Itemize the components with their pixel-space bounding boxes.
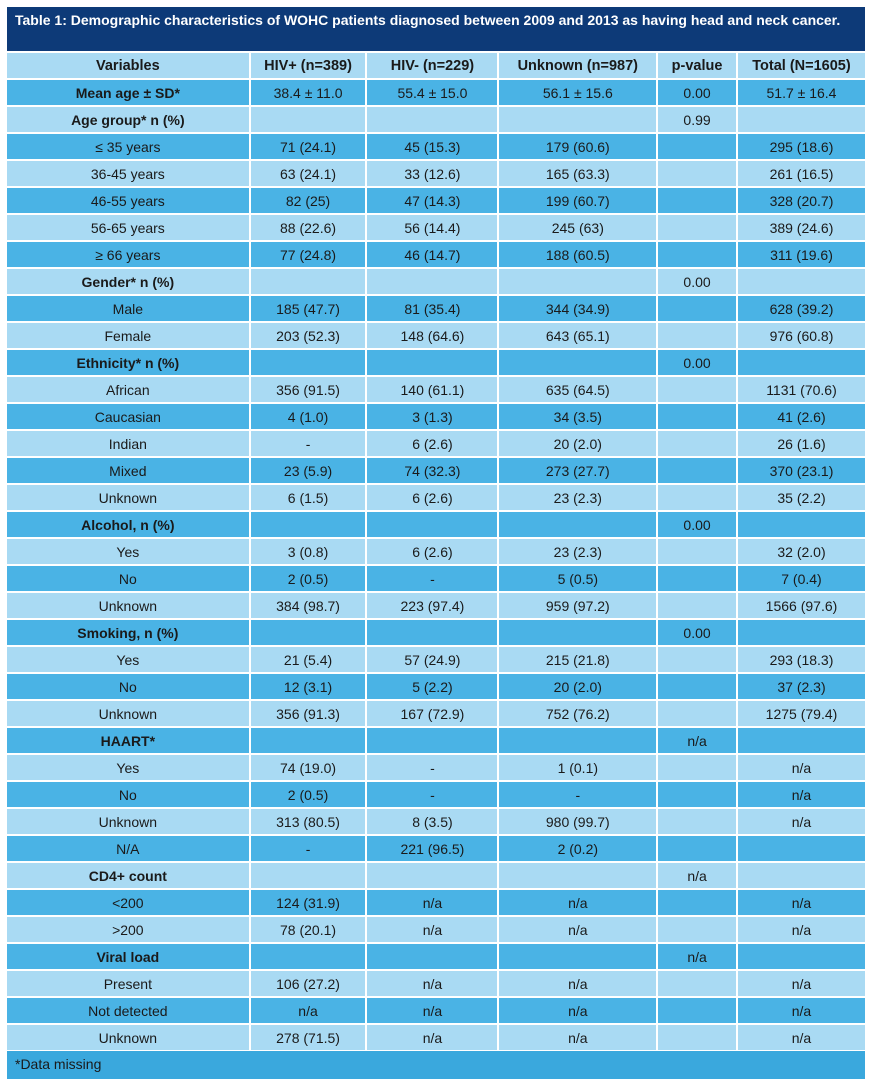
table-cell [658,917,736,942]
table-cell: 215 (21.8) [499,647,656,672]
table-cell: n/a [658,728,736,753]
table-cell: n/a [658,863,736,888]
table-cell [738,728,865,753]
table-cell [251,350,366,375]
table-cell: 278 (71.5) [251,1025,366,1050]
table-cell [367,269,497,294]
table-cell [367,863,497,888]
table-cell: - [367,782,497,807]
table-row [7,539,865,564]
table-cell: 74 (19.0) [251,755,366,780]
table-cell: 106 (27.2) [251,971,366,996]
table-cell: - [251,836,366,861]
table-cell: - [251,431,366,456]
row-label-cell: ≤ 35 years [7,134,249,159]
table-cell: 82 (25) [251,188,366,213]
table-cell: 77 (24.8) [251,242,366,267]
table-cell [499,350,656,375]
table-cell: 245 (63) [499,215,656,240]
table-cell [658,890,736,915]
table-row [7,944,865,969]
table-cell: 0.00 [658,512,736,537]
table-cell [738,836,865,861]
table-cell: 165 (63.3) [499,161,656,186]
table-cell: 223 (97.4) [367,593,497,618]
table-row [7,242,865,267]
column-header: HIV+ (n=389) [251,53,366,78]
table-cell: 199 (60.7) [499,188,656,213]
table-cell [658,161,736,186]
table-cell: 35 (2.2) [738,485,865,510]
table-cell: n/a [499,1025,656,1050]
table-row [7,701,865,726]
column-header: HIV- (n=229) [367,53,497,78]
table-cell: 26 (1.6) [738,431,865,456]
row-label-cell: No [7,674,249,699]
table-cell [658,593,736,618]
table-cell: 47 (14.3) [367,188,497,213]
row-label-cell: Mean age ± SD* [7,80,249,105]
row-label-cell: Yes [7,647,249,672]
table-cell: - [499,782,656,807]
table-cell: 34 (3.5) [499,404,656,429]
row-label-cell: CD4+ count [7,863,249,888]
table-row [7,971,865,996]
table-cell: n/a [367,998,497,1023]
table-cell: 273 (27.7) [499,458,656,483]
demographics-table [5,51,867,1052]
table-cell: n/a [367,971,497,996]
table-row [7,809,865,834]
table-cell [738,620,865,645]
table-cell [499,512,656,537]
table-cell: 51.7 ± 16.4 [738,80,865,105]
table-row [7,782,865,807]
table-cell [658,134,736,159]
table-row [7,647,865,672]
table-cell: 635 (64.5) [499,377,656,402]
table-cell [658,431,736,456]
table-row [7,1025,865,1050]
table-cell [658,188,736,213]
row-label-cell: Smoking, n (%) [7,620,249,645]
table-cell [658,377,736,402]
table-cell: n/a [499,890,656,915]
table-cell: 261 (16.5) [738,161,865,186]
table-cell [658,782,736,807]
table-row [7,134,865,159]
table-cell: n/a [367,917,497,942]
table-cell: n/a [499,917,656,942]
table-cell [251,728,366,753]
row-label-cell: ≥ 66 years [7,242,249,267]
table-cell: 124 (31.9) [251,890,366,915]
row-label-cell: Age group* n (%) [7,107,249,132]
row-label-cell: Alcohol, n (%) [7,512,249,537]
table-cell [367,512,497,537]
table-cell: 6 (2.6) [367,539,497,564]
column-header: Variables [7,53,249,78]
caption-lead: Table 1: [15,12,67,28]
table-cell: 0.99 [658,107,736,132]
table-cell [251,512,366,537]
row-label-cell: <200 [7,890,249,915]
table-cell: 38.4 ± 11.0 [251,80,366,105]
table-cell: 188 (60.5) [499,242,656,267]
table-cell: 46 (14.7) [367,242,497,267]
table-cell: 221 (96.5) [367,836,497,861]
table-cell [367,728,497,753]
row-label-cell: Gender* n (%) [7,269,249,294]
table-body [7,80,865,1050]
table-caption [7,7,865,51]
table-cell: 0.00 [658,80,736,105]
table-cell: 78 (20.1) [251,917,366,942]
table-cell: 959 (97.2) [499,593,656,618]
table-cell [658,1025,736,1050]
table-cell: 20 (2.0) [499,431,656,456]
row-label-cell: Mixed [7,458,249,483]
table-cell: n/a [738,782,865,807]
table-container [7,7,865,1079]
table-row [7,728,865,753]
table-cell: 179 (60.6) [499,134,656,159]
table-cell: 74 (32.3) [367,458,497,483]
table-row [7,161,865,186]
table-cell: 5 (2.2) [367,674,497,699]
row-label-cell: Unknown [7,809,249,834]
table-cell [738,863,865,888]
table-cell [499,620,656,645]
table-cell: n/a [251,998,366,1023]
table-row [7,350,865,375]
table-cell: 5 (0.5) [499,566,656,591]
table-cell: 3 (0.8) [251,539,366,564]
table-cell: 21 (5.4) [251,647,366,672]
table-cell [658,458,736,483]
table-cell: 2 (0.2) [499,836,656,861]
row-label-cell: HAART* [7,728,249,753]
table-cell: n/a [738,971,865,996]
column-header: Unknown (n=987) [499,53,656,78]
row-label-cell: No [7,566,249,591]
row-label-cell: Not detected [7,998,249,1023]
table-cell: 140 (61.1) [367,377,497,402]
row-label-cell: African [7,377,249,402]
table-cell: 203 (52.3) [251,323,366,348]
table-cell: - [367,755,497,780]
table-row [7,512,865,537]
row-label-cell: Male [7,296,249,321]
column-header: p-value [658,53,736,78]
table-cell: 4 (1.0) [251,404,366,429]
table-cell: 356 (91.3) [251,701,366,726]
table-cell [251,944,366,969]
table-cell [658,323,736,348]
table-cell: 71 (24.1) [251,134,366,159]
table-cell: 20 (2.0) [499,674,656,699]
row-label-cell: Present [7,971,249,996]
table-cell: 0.00 [658,269,736,294]
table-row [7,269,865,294]
row-label-cell: Unknown [7,485,249,510]
table-cell [367,107,497,132]
table-cell: 167 (72.9) [367,701,497,726]
table-cell: 2 (0.5) [251,566,366,591]
table-cell [658,755,736,780]
table-cell: 1275 (79.4) [738,701,865,726]
table-cell: n/a [367,890,497,915]
table-cell [251,107,366,132]
table-cell [658,674,736,699]
table-row [7,998,865,1023]
table-cell: n/a [499,971,656,996]
table-row [7,863,865,888]
row-label-cell: >200 [7,917,249,942]
table-cell: 1131 (70.6) [738,377,865,402]
table-cell: 328 (20.7) [738,188,865,213]
table-cell [738,512,865,537]
table-cell: 344 (34.9) [499,296,656,321]
table-cell: 185 (47.7) [251,296,366,321]
table-cell: 752 (76.2) [499,701,656,726]
table-cell [738,944,865,969]
table-cell: 56 (14.4) [367,215,497,240]
table-row [7,917,865,942]
row-label-cell: Indian [7,431,249,456]
table-cell [658,971,736,996]
row-label-cell: Viral load [7,944,249,969]
table-cell: 81 (35.4) [367,296,497,321]
row-label-cell: Female [7,323,249,348]
table-cell: 980 (99.7) [499,809,656,834]
row-label-cell: Caucasian [7,404,249,429]
table-cell [367,620,497,645]
table-row [7,755,865,780]
table-cell: 6 (2.6) [367,485,497,510]
table-cell [251,269,366,294]
row-label-cell: Unknown [7,701,249,726]
table-cell: n/a [367,1025,497,1050]
table-cell [251,620,366,645]
table-cell: 57 (24.9) [367,647,497,672]
table-cell: 23 (2.3) [499,539,656,564]
table-cell [499,107,656,132]
table-cell: 356 (91.5) [251,377,366,402]
table-cell: 6 (2.6) [367,431,497,456]
table-row [7,107,865,132]
table-cell: 33 (12.6) [367,161,497,186]
table-cell: 88 (22.6) [251,215,366,240]
table-row [7,431,865,456]
table-cell: 389 (24.6) [738,215,865,240]
table-cell: 32 (2.0) [738,539,865,564]
table-cell: 370 (23.1) [738,458,865,483]
row-label-cell: Ethnicity* n (%) [7,350,249,375]
row-label-cell: 36-45 years [7,161,249,186]
table-cell: 1 (0.1) [499,755,656,780]
header-row [7,53,865,78]
table-cell [499,728,656,753]
table-row [7,485,865,510]
table-cell: n/a [738,809,865,834]
table-cell [658,242,736,267]
table-row [7,836,865,861]
table-cell: 384 (98.7) [251,593,366,618]
table-row [7,377,865,402]
table-cell [499,944,656,969]
table-row [7,323,865,348]
table-cell: n/a [738,917,865,942]
caption-text: Demographic characteristics of WOHC patients diagnosed between 2009 and 2013 as having head and neck cancer. [66,12,841,28]
row-label-cell: 46-55 years [7,188,249,213]
table-cell: n/a [499,998,656,1023]
table-cell: 7 (0.4) [738,566,865,591]
table-row [7,458,865,483]
table-cell [367,350,497,375]
column-header: Total (N=1605) [738,53,865,78]
table-row [7,890,865,915]
table-cell: n/a [738,998,865,1023]
row-label-cell: No [7,782,249,807]
table-cell: 295 (18.6) [738,134,865,159]
table-cell: 293 (18.3) [738,647,865,672]
row-label-cell: N/A [7,836,249,861]
table-cell [658,998,736,1023]
table-cell: 37 (2.3) [738,674,865,699]
row-label-cell: Unknown [7,1025,249,1050]
table-cell: n/a [738,890,865,915]
table-cell [738,350,865,375]
table-cell: 976 (60.8) [738,323,865,348]
table-cell [658,539,736,564]
table-cell: 148 (64.6) [367,323,497,348]
table-row [7,188,865,213]
table-cell [367,944,497,969]
table-cell: 63 (24.1) [251,161,366,186]
table-row [7,404,865,429]
table-row [7,674,865,699]
table-cell [658,296,736,321]
table-cell: 1566 (97.6) [738,593,865,618]
table-cell [658,485,736,510]
table-cell [658,701,736,726]
row-label-cell: 56-65 years [7,215,249,240]
table-row [7,215,865,240]
table-cell [658,566,736,591]
table-cell: 23 (5.9) [251,458,366,483]
table-cell: 55.4 ± 15.0 [367,80,497,105]
table-cell [658,647,736,672]
table-row [7,566,865,591]
table-cell [658,404,736,429]
table-cell: 12 (3.1) [251,674,366,699]
table-row [7,593,865,618]
table-cell [738,107,865,132]
table-cell: 2 (0.5) [251,782,366,807]
row-label-cell: Unknown [7,593,249,618]
table-cell: n/a [738,1025,865,1050]
table-cell: 628 (39.2) [738,296,865,321]
table-cell [658,809,736,834]
table-cell: 313 (80.5) [251,809,366,834]
table-cell: 311 (19.6) [738,242,865,267]
table-cell [499,269,656,294]
table-footnote: *Data missing [7,1051,865,1079]
table-cell [658,836,736,861]
table-cell: 0.00 [658,620,736,645]
table-row [7,620,865,645]
table-cell: 45 (15.3) [367,134,497,159]
row-label-cell: Yes [7,539,249,564]
table-cell: 0.00 [658,350,736,375]
table-cell: 23 (2.3) [499,485,656,510]
table-cell: n/a [658,944,736,969]
table-cell: - [367,566,497,591]
table-cell: 41 (2.6) [738,404,865,429]
table-cell: 56.1 ± 15.6 [499,80,656,105]
table-cell [658,215,736,240]
table-row [7,296,865,321]
table-cell: 6 (1.5) [251,485,366,510]
table-cell: 3 (1.3) [367,404,497,429]
table-cell [251,863,366,888]
table-cell: 8 (3.5) [367,809,497,834]
table-row [7,80,865,105]
row-label-cell: Yes [7,755,249,780]
table-cell [738,269,865,294]
table-cell: n/a [738,755,865,780]
table-cell: 643 (65.1) [499,323,656,348]
table-cell [499,863,656,888]
